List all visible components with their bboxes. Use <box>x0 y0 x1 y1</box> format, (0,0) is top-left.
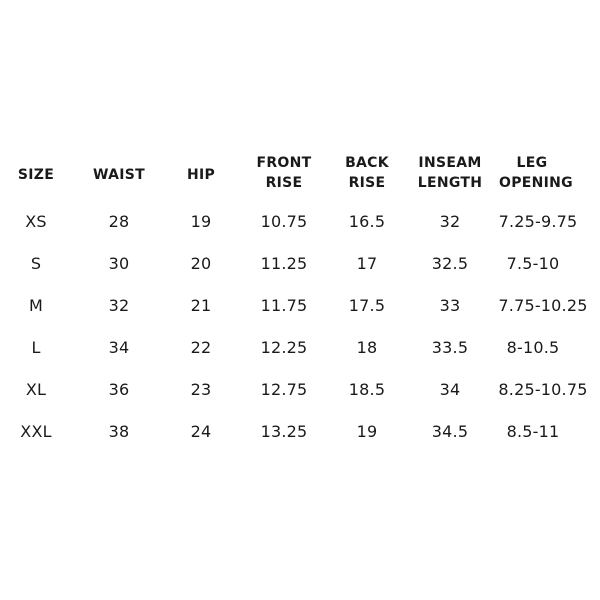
cell-hip: 24 <box>190 422 212 441</box>
cell-leg-opening: 8.5-11 <box>506 422 560 441</box>
cell-back-rise: 19 <box>356 422 378 441</box>
cell-leg-opening: 7.75-10.25 <box>498 296 588 315</box>
cell-back-rise: 17.5 <box>348 296 386 315</box>
cell-inseam-length: 32 <box>439 212 461 231</box>
header-front-rise <box>256 153 311 193</box>
header-front-rise-line1: FRONT <box>256 155 312 171</box>
cell-leg-opening: 7.5-10 <box>506 254 560 273</box>
header-waist-label: WAIST <box>93 167 145 183</box>
cell-inseam-length: 32.5 <box>431 254 469 273</box>
header-back-rise <box>345 153 389 193</box>
cell-leg-opening: 8-10.5 <box>506 338 560 357</box>
cell-front-rise: 12.75 <box>260 380 308 399</box>
cell-size: XXL <box>20 422 52 441</box>
cell-waist: 36 <box>108 380 130 399</box>
header-size <box>18 165 54 185</box>
cell-waist: 30 <box>108 254 130 273</box>
cell-size: XS <box>25 212 47 231</box>
header-hip <box>187 165 215 185</box>
header-inseam-length <box>418 153 483 193</box>
header-back-rise-line2: RISE <box>348 175 386 191</box>
cell-size: S <box>30 254 42 273</box>
header-front-rise-line2: RISE <box>265 175 303 191</box>
cell-size: M <box>28 296 44 315</box>
cell-back-rise: 18.5 <box>348 380 386 399</box>
cell-front-rise: 11.75 <box>260 296 308 315</box>
cell-hip: 19 <box>190 212 212 231</box>
cell-back-rise: 17 <box>356 254 378 273</box>
cell-back-rise: 18 <box>356 338 378 357</box>
cell-hip: 23 <box>190 380 212 399</box>
header-inseam-length-line2: LENGTH <box>417 175 483 191</box>
cell-leg-opening: 7.25-9.75 <box>498 212 578 231</box>
header-inseam-length-line1: INSEAM <box>418 155 482 171</box>
cell-front-rise: 13.25 <box>260 422 308 441</box>
cell-hip: 22 <box>190 338 212 357</box>
cell-size: L <box>31 338 41 357</box>
cell-hip: 20 <box>190 254 212 273</box>
cell-waist: 38 <box>108 422 130 441</box>
cell-hip: 21 <box>190 296 212 315</box>
cell-waist: 28 <box>108 212 130 231</box>
cell-inseam-length: 33 <box>439 296 461 315</box>
header-size-label: SIZE <box>17 167 55 183</box>
header-leg-opening <box>499 153 573 193</box>
cell-leg-opening: 8.25-10.75 <box>498 380 588 399</box>
header-leg-opening-line2: OPENING <box>499 175 573 191</box>
cell-front-rise: 12.25 <box>260 338 308 357</box>
cell-front-rise: 11.25 <box>260 254 308 273</box>
header-leg-opening-line1: LEG <box>516 155 548 171</box>
header-back-rise-line1: BACK <box>345 155 389 171</box>
cell-waist: 34 <box>108 338 130 357</box>
cell-size: XL <box>25 380 47 399</box>
cell-waist: 32 <box>108 296 130 315</box>
cell-inseam-length: 34 <box>439 380 461 399</box>
header-waist <box>93 165 145 185</box>
cell-back-rise: 16.5 <box>348 212 386 231</box>
header-hip-label: HIP <box>186 167 216 183</box>
cell-inseam-length: 34.5 <box>431 422 469 441</box>
cell-inseam-length: 33.5 <box>431 338 469 357</box>
cell-front-rise: 10.75 <box>260 212 308 231</box>
